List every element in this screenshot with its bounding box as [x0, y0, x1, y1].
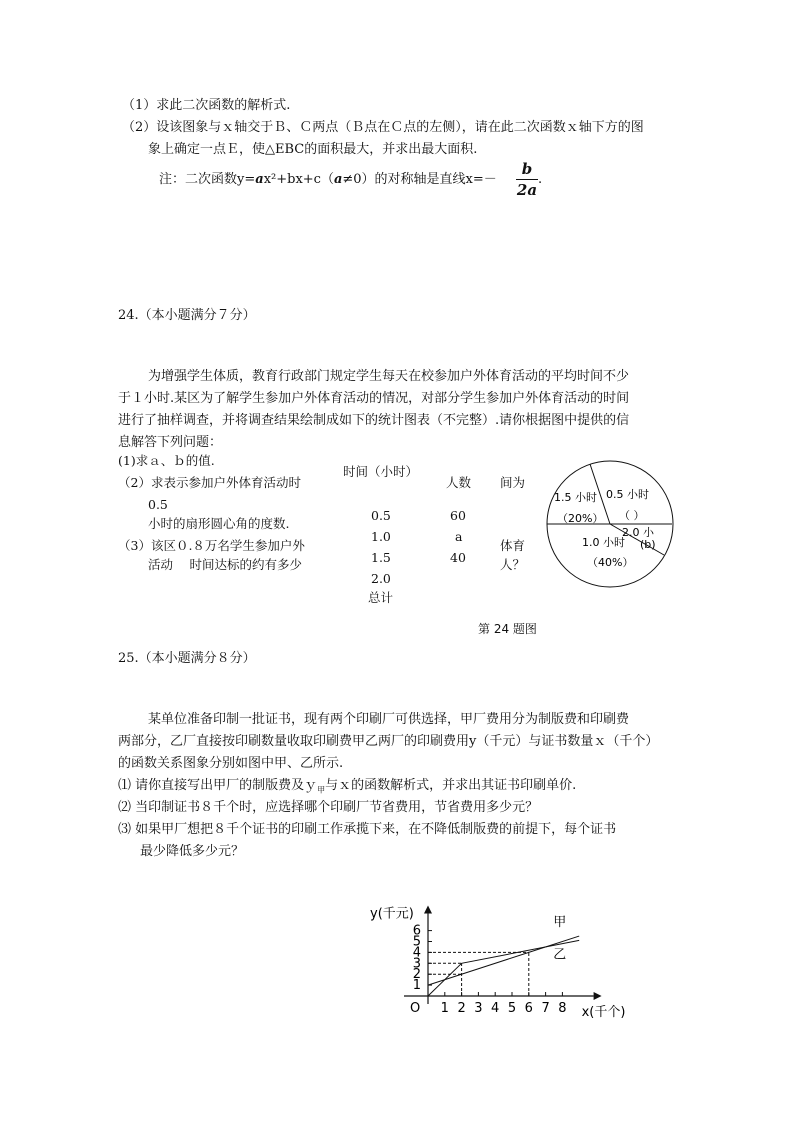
- note-a: a: [255, 172, 264, 187]
- pie-label-blank: （ ）: [619, 509, 645, 522]
- x-tick-label-8: 8: [558, 1001, 567, 1016]
- y-axis-label: y(千元): [370, 906, 414, 922]
- x-tick-label-7: 7: [541, 1001, 550, 1016]
- graph-labels: [370, 907, 625, 1020]
- pie-label-05: 0.5 小时: [606, 488, 649, 501]
- q25-sub3-cont: 最少降低多少元？: [140, 844, 245, 859]
- table-header-time: 时间（小时）: [343, 464, 419, 479]
- q25-intro-2: 两部分，乙厂直接按印刷数量收取印刷费甲乙两厂的印刷费用y（千元）与证书数量ｘ（千个）: [118, 734, 659, 749]
- note-text-2: x²+bx+c（: [263, 172, 334, 187]
- table-time-2: 1.5: [371, 550, 391, 565]
- q25-sub1-text-b: 与ｘ的函数解析式，并求出其证书印刷单价.: [325, 778, 577, 793]
- q25-sub1-subscript: 甲: [317, 785, 326, 795]
- y-tick-label-3: 3: [412, 956, 421, 972]
- table-header-count: 人数: [446, 475, 472, 490]
- axis-fraction: [516, 160, 538, 199]
- table-total: 总计: [368, 590, 394, 605]
- table-count-0: 60: [450, 508, 466, 523]
- q24-sub3-cont: 活动 时间达标的约有多少: [148, 557, 302, 572]
- pie-label-10: 1.0 小时: [582, 536, 625, 549]
- y-tick-label-4: 4: [412, 945, 421, 961]
- q24-heading: 24.（本小题满分７分）: [118, 308, 256, 323]
- q24-sub3: （3）该区０.８万名学生参加户外: [118, 538, 305, 553]
- origin-label: O: [410, 1001, 421, 1016]
- q25-sub2: ⑵ 当印制证书８千个时，应选择哪个印刷厂节省费用，节省费用多少元？: [118, 800, 539, 815]
- x-axis-arrow: [594, 992, 602, 1000]
- x-tick-label-4: 4: [491, 1001, 500, 1016]
- q23-sub2: （2）设该图象与ｘ轴交于Ｂ、Ｃ两点（Ｂ点在Ｃ点的左侧），请在此二次函数ｘ轴下方的图: [122, 120, 644, 135]
- y-axis-arrow: [424, 906, 432, 914]
- q24-intro-4: 息解答下列问题：: [118, 435, 223, 450]
- q24-sub2-cont: 小时的扇形圆心角的度数.: [148, 516, 290, 531]
- series-label-jia: 甲: [553, 915, 567, 931]
- q24-sub1: (1)求ａ、ｂ的值.: [118, 453, 215, 468]
- figure-caption: 第 24 题图: [478, 622, 537, 636]
- x-axis-label: x(千个): [581, 1005, 626, 1020]
- side-text-2: 人？: [500, 557, 526, 572]
- table-count-1: a: [455, 529, 463, 544]
- q24-sub2-value: 0.5: [148, 497, 168, 512]
- q24-sub2: （2）求表示参加户外体育活动时: [118, 475, 301, 490]
- q25-sub1: [118, 777, 576, 800]
- note-a2: a: [333, 172, 343, 187]
- q25-intro-1: 某单位准备印制一批证书，现有两个印刷厂可供选择，甲厂费用分为制版费和印刷费: [148, 712, 630, 727]
- graph-series: [428, 936, 579, 996]
- pie-label-20pct: （20%）: [557, 512, 604, 525]
- pie-label-15: 1.5 小时: [554, 491, 597, 504]
- table-count-2: 40: [450, 550, 466, 565]
- q25-intro-3: 的函数关系图象分别如图中甲、乙所示.: [118, 756, 344, 771]
- pie-label-20: 2.0 小: [622, 526, 654, 539]
- q24-intro-2: 于１小时.某区为了解学生参加户外体育活动的情况，对部分学生参加户外体育活动的时间: [118, 391, 630, 406]
- q25-heading: 25.（本小题满分８分）: [118, 651, 256, 666]
- x-tick-label-6: 6: [524, 1001, 533, 1016]
- side-text-1: 体育: [500, 538, 526, 553]
- pie-label-40pct: （40%）: [587, 556, 634, 569]
- q24-intro-1: 为增强学生体质，教育行政部门规定学生每天在校参加户外体育活动的平均时间不少: [148, 369, 630, 384]
- table-time-0: 0.5: [371, 508, 391, 523]
- note-text-1: 注：二次函数y=: [159, 172, 256, 187]
- x-tick-label-2: 2: [457, 1001, 466, 1016]
- series-label-yi: 乙: [553, 947, 567, 963]
- fraction-bar: [516, 179, 538, 180]
- y-tick-label-2: 2: [412, 967, 421, 983]
- y-tick-label-5: 5: [412, 934, 421, 950]
- note-end: .: [538, 172, 543, 187]
- table-time-3: 2.0: [371, 571, 391, 586]
- q23-sub2-cont: 象上确定一点Ｅ，使△EBC的面积最大，并求出最大面积.: [148, 142, 478, 157]
- y-tick-label-6: 6: [412, 923, 421, 939]
- function-graph: [360, 872, 630, 1032]
- table-header-between: 间为: [500, 475, 526, 490]
- q24-intro-3: 进行了抽样调查，并将调查结果绘制成如下的统计图表（不完整）.请你根据图中提供的信: [118, 413, 630, 428]
- y-tick-label-1: 1: [412, 978, 421, 994]
- q23-note: [159, 171, 497, 189]
- pie-label-b: (b): [640, 538, 656, 551]
- pie-chart: [540, 456, 680, 592]
- fraction-denominator: 2a: [516, 181, 538, 199]
- q25-sub1-text-a: ⑴ 请你直接写出甲厂的制版费及ｙ: [118, 778, 318, 793]
- q25-sub3: ⑶ 如果甲厂想把８千个证书的印刷工作承揽下来，在不降低制版费的前提下，每个证书: [118, 822, 617, 837]
- x-tick-label-3: 3: [474, 1001, 483, 1016]
- note-text-3: ≠0）的对称轴是直线x=－: [342, 172, 497, 187]
- q23-sub1: （1）求此二次函数的解析式.: [122, 98, 291, 113]
- x-tick-label-5: 5: [507, 1001, 517, 1016]
- graph-axes: [404, 906, 602, 1004]
- x-tick-label-1: 1: [440, 1001, 449, 1016]
- table-time-1: 1.0: [371, 529, 391, 544]
- fraction-numerator: b: [521, 160, 533, 178]
